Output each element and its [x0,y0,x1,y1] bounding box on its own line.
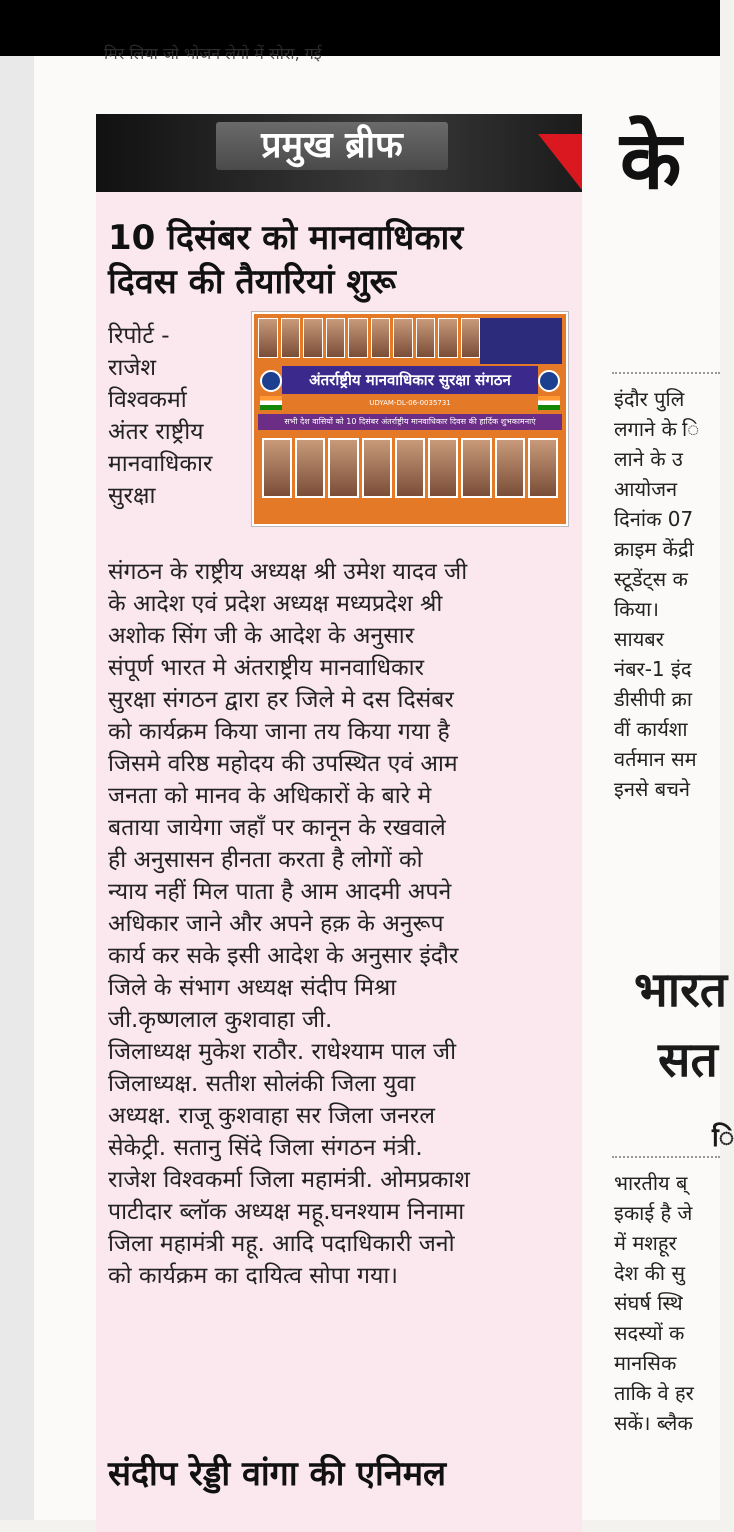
dotted-rule [612,1156,720,1158]
right-column-line: लगाने के ि [614,417,700,441]
headline-line: 10 दिसंबर को मानवाधिकार [108,218,464,258]
portrait [393,318,413,358]
section-header [96,114,582,192]
next-article-headline: संदीप रेड्डी वांगा की एनिमल [108,1454,447,1494]
right-column-line: भारतीय ब् [614,1171,688,1195]
right-column-line: दिनांक 07 [614,507,694,531]
right-column-text [614,1168,720,1438]
right-column-line: इंदौर पुलि [614,387,685,411]
portrait [371,318,391,358]
portrait [326,318,346,358]
portrait [438,318,458,358]
portrait [495,438,525,498]
portrait [362,438,392,498]
portrait [262,438,292,498]
byline-line: मानवाधिकार [108,451,213,477]
right-column-line: सायबर [614,627,664,651]
headline-line: दिवस की तैयारियां शुरू [108,262,396,302]
right-column-line: मानसिक [614,1351,677,1375]
body-line: सेकेट्री. सतानु सिंदे जिला संगठन मंत्री. [108,1135,423,1161]
cut-off-header-text: मिर लिया जो भोजन लेगो में सोरा, गई [104,44,322,63]
right-column-line: सकें। ब्लैक [614,1411,693,1435]
body-line: ही अनुसासन हीनता करता है लोगों को [108,847,423,873]
body-line: जिसमे वरिष्ठ महोदय की उपस्थित एवं आम [108,751,458,777]
members-photo-row [262,438,558,498]
red-corner-accent [538,134,582,190]
portrait [281,318,301,358]
right-column-heading: भारत [634,962,728,1018]
portrait [461,318,481,358]
right-column-heading: ि [712,1123,734,1153]
byline-line: रिपोर्ट - [108,323,170,349]
body-line: को कार्यक्रम का दायित्व सोपा गया। [108,1263,399,1289]
right-column-line: संघर्ष स्थि [614,1291,683,1315]
right-column-text [614,384,720,804]
byline-line: विश्वकर्मा [108,387,187,413]
body-line: संपूर्ण भारत मे अंतराष्ट्रीय मानवाधिकार [108,655,425,681]
right-column-line: किया। [614,597,659,621]
portrait [461,438,491,498]
body-line: पाटीदार ब्लॉक अध्यक्ष महू.घनश्याम निनामा [108,1199,465,1225]
right-column-line: में मशहूर [614,1231,677,1255]
right-column-line: क्राइम केंद्री [614,537,694,561]
article-headline [108,216,578,304]
portrait [395,438,425,498]
body-line: जिले के संभाग अध्यक्ष संदीप मिश्रा [108,975,397,1001]
right-column-line: ताकि वे हर [614,1381,694,1405]
body-line: जिला महामंत्री महू. आदि पदाधिकारी जनो [108,1231,455,1257]
body-line: बताया जायेगा जहाँ पर कानून के रखवाले [108,815,446,841]
banner-registration-line: UDYAM-DL-06-0035731 [369,399,451,407]
banner-greeting-line: सभी देश वासियों को 10 दिसंबर अंतर्राष्ट्रीय मानवाधिकार दिवस की हार्दिक शुभकामनाएं [258,414,562,430]
portrait [348,318,368,358]
portrait [258,318,278,358]
body-line: कार्य कर सके इसी आदेश के अनुसार इंदौर [108,943,459,969]
body-line: अशोक सिंग जी के आदेश के अनुसार [108,623,415,649]
body-line: जिलाध्यक्ष. सतीश सोलंकी जिला युवा [108,1071,416,1097]
body-line: को कार्यक्रम किया जाना तय किया गया है [108,719,450,745]
byline-line: राजेश [108,355,157,381]
right-column-line: इनसे बचने [614,777,691,801]
portrait [303,318,323,358]
body-line: राजेश विश्वकर्मा जिला महामंत्री. ओमप्रकाश [108,1167,470,1193]
article-body [108,556,578,1292]
page-gutter [0,56,34,1520]
byline-line: अंतर राष्ट्रीय [108,419,204,445]
portrait [295,438,325,498]
emblem-icon [260,370,282,392]
emblem-icon [538,370,560,392]
body-line: अधिकार जाने और अपने हक़ के अनुरूप [108,911,444,937]
byline-line: सुरक्षा [108,483,156,509]
right-column-line: वीं कार्यशा [614,717,688,741]
body-line: न्याय नहीं मिल पाता है आम आदमी अपने [108,879,452,905]
india-flag-icon [260,396,282,410]
right-column-heading: के [620,114,682,207]
right-column-line: आयोजन [614,477,678,501]
right-column-line: वर्तमान सम [614,747,697,771]
body-line: अध्यक्ष. राजू कुशवाहा सर जिला जनरल [108,1103,435,1129]
banner-title: अंतर्राष्ट्रीय मानवाधिकार सुरक्षा संगठन [282,366,538,394]
body-line: जिलाध्यक्ष मुकेश राठौर. राधेश्याम पाल जी [108,1039,457,1065]
body-line: जनता को मानव के अधिकारों के बारे मे [108,783,432,809]
right-column-line: इकाई है जे [614,1201,693,1225]
right-column-line: स्टूडेंट्स क [614,567,688,591]
right-column-line: देश की सु [614,1261,685,1285]
right-column-line: नंबर-1 इंद [614,657,692,681]
body-line: के आदेश एवं प्रदेश अध्यक्ष मध्यप्रदेश श्री [108,591,443,617]
portrait [328,438,358,498]
portrait [428,438,458,498]
dotted-rule [612,372,720,374]
india-flag-icon [538,396,560,410]
section-label: प्रमुख ब्रीफ [216,122,448,170]
leaders-photo-row [258,318,480,358]
organization-banner-image [252,312,568,526]
body-line: संगठन के राष्ट्रीय अध्यक्ष श्री उमेश यादव जी [108,559,468,585]
registration-box [480,318,562,364]
portrait [416,318,436,358]
article-byline [108,320,256,512]
body-line: जी.कृष्णलाल कुशवाहा जी. [108,1007,333,1033]
portrait [528,438,558,498]
body-line: सुरक्षा संगठन द्वारा हर जिले मे दस दिसंबर [108,687,454,713]
right-column-line: लाने के उ [614,447,683,471]
right-column-heading: सत [658,1032,718,1088]
right-column-line: सदस्यों क [614,1321,685,1345]
right-column-line: डीसीपी क्रा [614,687,693,711]
